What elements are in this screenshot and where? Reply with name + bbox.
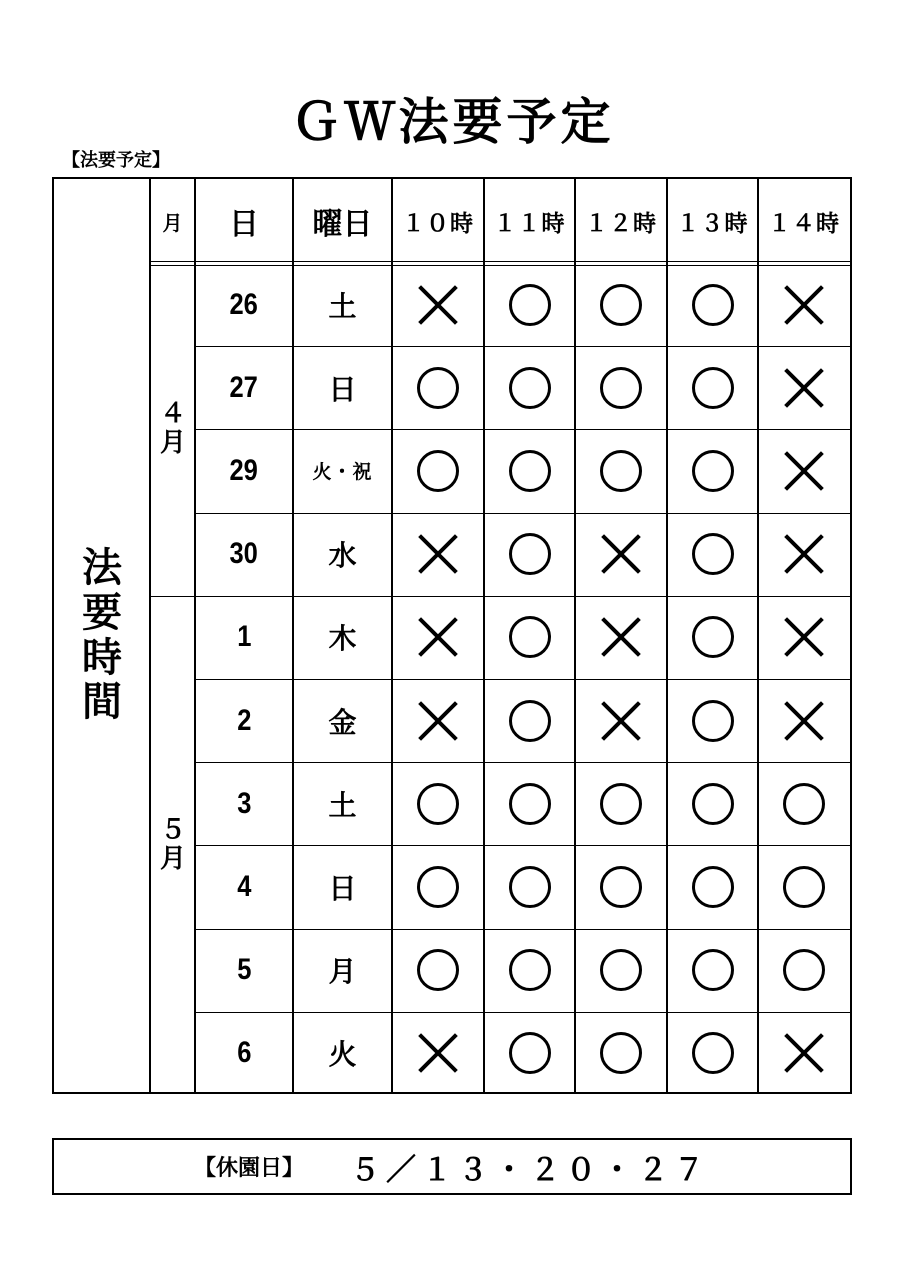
available-circle-mark <box>692 616 734 658</box>
date-number: 3 <box>236 786 252 820</box>
available-circle-mark <box>417 450 459 492</box>
slot-cell <box>484 1012 575 1095</box>
unavailable-cross-mark <box>782 449 826 493</box>
available-circle-mark <box>509 367 551 409</box>
weekday-cell <box>293 1012 392 1095</box>
slot-cell <box>575 929 667 1012</box>
closed-days-label: 【休園日】 <box>193 1156 304 1181</box>
slot-cell <box>575 346 667 429</box>
unavailable-cross-mark <box>416 1031 460 1075</box>
available-circle-mark <box>600 1032 642 1074</box>
slot-cell <box>758 929 850 1012</box>
weekday-text: 日 <box>328 871 357 905</box>
available-circle-mark <box>783 783 825 825</box>
date-cell <box>195 513 293 596</box>
month-label-char: 月 <box>159 428 186 459</box>
header-hour: １２時 <box>585 210 657 237</box>
slot-cell <box>484 346 575 429</box>
available-circle-mark <box>692 783 734 825</box>
slot-cell <box>392 263 484 346</box>
date-cell <box>195 1012 293 1095</box>
available-circle-mark <box>509 616 551 658</box>
weekday-text: 火 <box>328 1038 357 1072</box>
available-circle-mark <box>692 866 734 908</box>
available-circle-mark <box>692 533 734 575</box>
closed-days-box <box>52 1138 852 1195</box>
slot-cell <box>392 929 484 1012</box>
available-circle-mark <box>600 367 642 409</box>
weekday-text: 水 <box>328 539 357 573</box>
date-number: 5 <box>236 953 252 987</box>
closed-days-dates: ５／１３・２０・２７ <box>350 1152 710 1188</box>
available-circle-mark <box>692 450 734 492</box>
date-cell <box>195 596 293 679</box>
slot-cell <box>575 762 667 845</box>
slot-cell <box>758 346 850 429</box>
weekday-cell <box>293 679 392 762</box>
slot-cell <box>758 429 850 512</box>
weekday-cell <box>293 263 392 346</box>
slot-cell <box>667 845 758 928</box>
month-label-char: ４ <box>159 398 186 429</box>
available-circle-mark <box>417 866 459 908</box>
available-circle-mark <box>509 533 551 575</box>
unavailable-cross-mark <box>416 532 460 576</box>
unavailable-cross-mark <box>782 699 826 743</box>
date-number: 27 <box>229 370 259 404</box>
slot-cell <box>575 263 667 346</box>
available-circle-mark <box>509 866 551 908</box>
date-cell <box>195 845 293 928</box>
header-weekday: 曜日 <box>312 207 373 242</box>
slot-cell <box>758 845 850 928</box>
weekday-cell <box>293 845 392 928</box>
weekday-text: 木 <box>328 622 357 656</box>
header-day: 日 <box>229 207 259 242</box>
available-circle-mark <box>692 284 734 326</box>
slot-cell <box>667 762 758 845</box>
page-title: ＧＷ法要予定 <box>290 93 615 151</box>
date-number: 2 <box>236 703 252 737</box>
available-circle-mark <box>692 700 734 742</box>
slot-cell <box>392 346 484 429</box>
available-circle-mark <box>417 949 459 991</box>
side-label-char: 間 <box>82 679 122 726</box>
unavailable-cross-mark <box>416 699 460 743</box>
unavailable-cross-mark <box>599 615 643 659</box>
header-hour: １３時 <box>676 210 749 237</box>
available-circle-mark <box>600 949 642 991</box>
available-circle-mark <box>600 450 642 492</box>
slot-cell <box>667 263 758 346</box>
unavailable-cross-mark <box>782 532 826 576</box>
available-circle-mark <box>509 1032 551 1074</box>
slot-cell <box>484 762 575 845</box>
header-hour: １０時 <box>402 210 474 237</box>
slot-cell <box>667 429 758 512</box>
unavailable-cross-mark <box>782 615 826 659</box>
slot-cell <box>758 1012 850 1095</box>
available-circle-mark <box>600 866 642 908</box>
side-label-char: 法 <box>82 544 122 591</box>
date-cell <box>195 929 293 1012</box>
slot-cell <box>392 1012 484 1095</box>
schedule-table <box>52 177 852 1094</box>
available-circle-mark <box>509 783 551 825</box>
slot-cell <box>758 679 850 762</box>
slot-cell <box>484 929 575 1012</box>
unavailable-cross-mark <box>782 366 826 410</box>
unavailable-cross-mark <box>599 532 643 576</box>
available-circle-mark <box>509 284 551 326</box>
slot-cell <box>575 513 667 596</box>
available-circle-mark <box>417 367 459 409</box>
weekday-cell <box>293 346 392 429</box>
weekday-cell <box>293 762 392 845</box>
date-cell <box>195 762 293 845</box>
header-hour: １１時 <box>493 210 566 237</box>
slot-cell <box>575 1012 667 1095</box>
date-number: 1 <box>236 620 252 654</box>
date-number: 30 <box>229 537 259 571</box>
unavailable-cross-mark <box>782 283 826 327</box>
unavailable-cross-mark <box>416 283 460 327</box>
month-label <box>151 263 195 596</box>
month-label <box>151 596 195 1095</box>
month-label-char: 月 <box>159 844 186 875</box>
weekday-cell <box>293 929 392 1012</box>
slot-cell <box>575 845 667 928</box>
available-circle-mark <box>509 450 551 492</box>
date-number: 4 <box>236 869 252 903</box>
slot-cell <box>484 679 575 762</box>
slot-cell <box>758 513 850 596</box>
date-cell <box>195 429 293 512</box>
weekday-cell <box>293 596 392 679</box>
unavailable-cross-mark <box>416 615 460 659</box>
weekday-text: 火・祝 <box>312 461 373 484</box>
date-number: 29 <box>229 453 259 487</box>
slot-cell <box>667 513 758 596</box>
slot-cell <box>575 596 667 679</box>
side-label <box>54 179 150 1092</box>
slot-cell <box>758 263 850 346</box>
slot-cell <box>667 346 758 429</box>
slot-cell <box>392 596 484 679</box>
header-hour: １４時 <box>768 210 840 237</box>
slot-cell <box>758 762 850 845</box>
section-label: 【法要予定】 <box>62 150 170 171</box>
available-circle-mark <box>509 700 551 742</box>
slot-cell <box>667 596 758 679</box>
available-circle-mark <box>692 367 734 409</box>
header-month: 月 <box>162 210 183 235</box>
weekday-cell <box>293 429 392 512</box>
available-circle-mark <box>783 949 825 991</box>
slot-cell <box>484 263 575 346</box>
slot-cell <box>667 1012 758 1095</box>
date-cell <box>195 263 293 346</box>
slot-cell <box>392 845 484 928</box>
available-circle-mark <box>600 284 642 326</box>
date-number: 26 <box>229 287 259 321</box>
slot-cell <box>667 679 758 762</box>
date-number: 6 <box>236 1036 252 1070</box>
month-label-char: ５ <box>159 814 186 845</box>
slot-cell <box>484 845 575 928</box>
slot-cell <box>392 762 484 845</box>
side-label-char: 要 <box>82 589 122 636</box>
available-circle-mark <box>509 949 551 991</box>
date-cell <box>195 679 293 762</box>
slot-cell <box>758 596 850 679</box>
available-circle-mark <box>783 866 825 908</box>
slot-cell <box>484 513 575 596</box>
weekday-text: 土 <box>328 289 357 323</box>
available-circle-mark <box>692 1032 734 1074</box>
slot-cell <box>484 429 575 512</box>
slot-cell <box>484 596 575 679</box>
weekday-text: 土 <box>328 788 357 822</box>
slot-cell <box>392 429 484 512</box>
slot-cell <box>667 929 758 1012</box>
slot-cell <box>575 429 667 512</box>
weekday-text: 月 <box>328 955 357 989</box>
available-circle-mark <box>600 783 642 825</box>
side-label-char: 時 <box>82 634 122 681</box>
slot-cell <box>392 513 484 596</box>
available-circle-mark <box>417 783 459 825</box>
unavailable-cross-mark <box>782 1031 826 1075</box>
slot-cell <box>392 679 484 762</box>
weekday-text: 金 <box>328 705 357 739</box>
date-cell <box>195 346 293 429</box>
slot-cell <box>575 679 667 762</box>
available-circle-mark <box>692 949 734 991</box>
unavailable-cross-mark <box>599 699 643 743</box>
weekday-cell <box>293 513 392 596</box>
weekday-text: 日 <box>328 372 357 406</box>
